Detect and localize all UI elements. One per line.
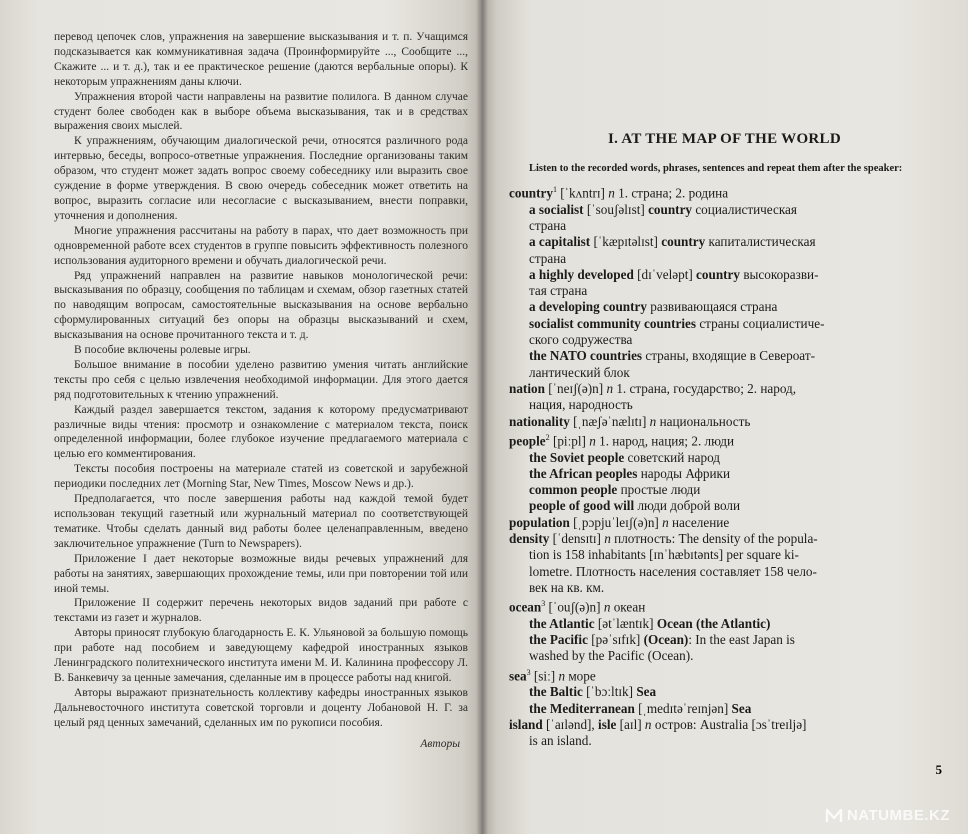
- vocab-text: the Atlantic: [529, 615, 595, 631]
- vocab-text: век на кв. км.: [529, 579, 605, 595]
- body-paragraph: Тексты пособия построены на материале статей из советской и зарубежной периодики последних лет (Morning Star, New Times, Moscow News и др.).: [54, 463, 468, 491]
- vocab-text: a developing country: [529, 299, 647, 315]
- vocab-subentry-line: [509, 332, 940, 348]
- vocab-text: [ˈneɪʃ(ə)n]: [544, 380, 607, 396]
- vocab-text: n: [558, 668, 566, 684]
- vocab-text: население: [668, 514, 730, 530]
- vocab-headword-line: [509, 717, 940, 733]
- vocab-headword-line: [509, 381, 940, 397]
- vocab-text: страны социалистиче-: [696, 315, 825, 331]
- vocab-text: the Pacific: [529, 632, 588, 648]
- vocab-text: island: [509, 717, 543, 733]
- body-paragraph: Предполагается, что после завершения работы над каждой темой будет использован текущий газетный или журнальный материал по соответствующей тематике. Чтобы сделать данный вид работы более целенаправленным, введено заключительное упражнение (Turn to Newspapers).: [54, 493, 468, 550]
- vocab-text: социалистическая: [692, 201, 797, 217]
- vocab-text: капиталистическая: [705, 234, 816, 250]
- vocab-text: a socialist: [529, 201, 584, 217]
- vocab-subentry-line: [509, 466, 940, 482]
- body-paragraph: перевод цепочек слов, упражнения на завершение высказывания и т. п. Учащимся подсказывается как коммуникативная задача (Проинформируйте ..., Сообщите ..., Скажите ... и т. д.), так и ее практическое решение (даются вербальные опоры). К некоторым упражнениям даны ключи.: [54, 31, 468, 88]
- vocab-subentry-line: [509, 547, 940, 563]
- vocab-text: 1: [552, 185, 557, 194]
- vocab-subentry-line: [509, 701, 940, 717]
- vocab-text: [ˈsouʃəlɪst]: [583, 201, 649, 217]
- vocab-text: country: [661, 234, 706, 250]
- vocab-text: population: [509, 514, 570, 530]
- vocab-text: [pəˈsɪfɪk]: [587, 632, 644, 648]
- vocab-headword-line: [509, 515, 940, 531]
- vocab-text: [piːpl]: [549, 433, 590, 449]
- vocab-text: [ˈouʃ(ə)n]: [545, 599, 604, 615]
- vocab-headword-line: [509, 182, 940, 202]
- vocab-subentry-line: [509, 348, 940, 364]
- vocab-subentry-line: [509, 299, 940, 315]
- vocab-text: 3: [541, 599, 546, 609]
- book-gutter: [476, 0, 488, 834]
- vocab-subentry-line: [509, 234, 940, 250]
- vocab-subentry-line: [509, 482, 940, 498]
- vocab-text: простые люди: [617, 482, 701, 498]
- left-page: [0, 0, 482, 834]
- vocab-text: национальность: [656, 413, 751, 429]
- vocab-subentry-line: [509, 498, 940, 514]
- vocab-text: нация, народность: [529, 397, 633, 413]
- body-paragraph: Приложение II содержит перечень некоторых видов заданий при работе с текстами из газет и журналов.: [54, 597, 468, 625]
- body-paragraph: Приложение I дает некоторые возможные виды речевых упражнений для работы на занятиях, завершающих прохождение темы, или при повторении той или иной темы.: [54, 552, 468, 595]
- vocab-text: socialist community countries: [529, 315, 697, 331]
- vocab-headword-line: [509, 430, 940, 450]
- vocab-text: Sea: [636, 684, 657, 700]
- vocab-text: is an island.: [529, 733, 592, 749]
- vocab-text: the African peoples: [529, 465, 638, 481]
- vocab-text: ocean: [509, 599, 542, 615]
- vocab-text: tion is 158 inhabitants [ɪnˈhæbɪtənts] per square ki-: [529, 547, 799, 563]
- vocab-text: n: [662, 514, 669, 530]
- vocab-text: the Soviet people: [529, 449, 625, 465]
- vocab-text: people of good will: [529, 498, 635, 514]
- vocab-text: плотность: The density of the popula-: [610, 531, 818, 547]
- vocab-text: n: [606, 380, 614, 396]
- vocab-text: [ˈkæpɪtəlɪst]: [590, 234, 662, 250]
- body-paragraph: Многие упражнения рассчитаны на работу в парах, что дает возможность при одновременной работе всех студентов в группе повысить эффективность полезного использования аудиторного времени и обучать диалогической речи.: [54, 224, 468, 267]
- vocab-text: океан: [610, 599, 646, 615]
- chapter-title: I. AT THE MAP OF THE WORLD: [608, 131, 841, 147]
- vocab-text: isle: [598, 717, 617, 733]
- vocab-text: nation: [509, 380, 545, 396]
- vocab-text: n: [589, 433, 596, 449]
- natumbe-logo-icon: [825, 808, 843, 824]
- vocab-subentry-line: [509, 564, 940, 580]
- vocab-text: country: [509, 185, 553, 201]
- vocabulary-list: [509, 182, 940, 750]
- watermark: [825, 807, 950, 824]
- vocab-text: n: [604, 531, 611, 547]
- vocab-text: 2: [545, 432, 550, 442]
- vocab-text: [dɪˈveləpt]: [633, 266, 697, 282]
- vocab-text: people: [509, 433, 546, 449]
- vocab-text: 1. народ, нация; 2. люди: [595, 433, 735, 449]
- vocab-headword-line: [509, 531, 940, 547]
- vocab-text: a capitalist: [529, 234, 591, 250]
- body-paragraph: Авторы приносят глубокую благодарность Е. К. Ульяновой за большую помощь при работе над пособием и заведующему кафедрой иностранных языков Ленинградского политехнического института имени М. И. Калинина профессору Л. В. Банкевичу за ценные замечания, сделанные им в процессе работы над книгой.: [54, 627, 468, 684]
- vocab-text: [ətˈlæntɪk]: [594, 615, 657, 631]
- vocab-subentry-line: [509, 648, 940, 664]
- body-paragraph: Каждый раздел завершается текстом, задания к которому предусматривают различные виды чтения: просмотр и ознакомление с материалом текста, поиск определенной информации, более глубокое изучение предлагаемого материала с целью его комментирования.: [54, 403, 468, 461]
- vocab-text: country: [648, 201, 693, 217]
- vocab-text: sea: [509, 668, 527, 684]
- vocab-text: [aɪl]: [616, 717, 645, 733]
- vocab-text: the Mediterranean: [529, 700, 635, 716]
- body-paragraph: Большое внимание в пособии уделено развитию умения читать английские тексты про себя с целью извлечения необходимой информации. Для этого дается ряд подготовительных к чтению упражнений.: [54, 358, 468, 401]
- vocab-text: [ˌmedɪtəˈreɪnjən]: [634, 700, 732, 716]
- vocab-headword-line: [509, 665, 940, 685]
- vocab-text: the NATO countries: [529, 348, 643, 364]
- vocab-text: [siː]: [530, 668, 559, 684]
- vocab-text: n: [603, 599, 611, 615]
- watermark-text: NATUMBE.KZ: [846, 807, 950, 824]
- body-paragraph: В пособие включены ролевые игры.: [74, 344, 251, 357]
- vocab-text: лантический блок: [529, 364, 630, 380]
- vocab-text: washed by the Pacific (Ocean).: [529, 648, 694, 664]
- vocab-subentry-line: [509, 283, 940, 299]
- vocab-text: ского содружества: [529, 332, 633, 348]
- vocab-text: lometre. Плотность населения составляет 158 чело-: [529, 563, 817, 579]
- vocab-text: (Ocean): [643, 632, 689, 648]
- vocab-subentry-line: [509, 450, 940, 466]
- body-paragraph: Ряд упражнений направлен на развитие навыков монологической речи: высказывания по образцу, сообщения по таблицам и схемам, обзор газетных статей по наводящим вопросам, самостоятельные высказывания на основе вербально сформулированных ситуаций без опоры на образцы высказываний и схем, высказывания на основе прочитанного текста и т. д.: [54, 269, 468, 342]
- vocab-subentry-line: [509, 316, 940, 332]
- vocab-text: : In the east Japan is: [688, 632, 795, 648]
- body-paragraph: Упражнения второй части направлены на развитие полилога. В данном случае студент более свободен как в выборе объема высказывания, так и в средствах выражения своих мыслей.: [54, 90, 468, 133]
- vocab-subentry-line: [509, 580, 940, 596]
- vocab-text: n: [608, 185, 615, 201]
- vocab-text: country: [696, 266, 741, 282]
- vocab-text: остров: Australia [ɔsˈtreɪljə]: [651, 717, 807, 733]
- vocab-text: n: [644, 717, 652, 733]
- vocab-text: страна: [529, 217, 567, 233]
- vocab-text: развивающаяся страна: [646, 299, 778, 315]
- vocab-text: Ocean (the Atlantic): [656, 615, 771, 631]
- vocab-headword-line: [509, 414, 940, 430]
- body-paragraph: Авторы выражают признательность коллективу кафедры иностранных языков Дальневосточного института советской торговли и доценту Лобановой Н. Г. за целый ряд ценных замечаний, сделанных им по рукописи пособия.: [54, 686, 468, 729]
- vocab-text: [ˈkʌntrɪ]: [556, 185, 609, 201]
- vocab-text: the Baltic: [529, 684, 583, 700]
- vocab-text: народы Африки: [637, 465, 731, 481]
- vocab-subentry-line: [509, 365, 940, 381]
- vocab-text: тая страна: [529, 283, 588, 299]
- vocab-text: Sea: [731, 700, 752, 716]
- vocab-text: common people: [529, 482, 618, 498]
- vocab-headword-line: [509, 596, 940, 616]
- vocab-text: море: [565, 668, 596, 684]
- vocab-subentry-line: [509, 267, 940, 283]
- vocab-text: [ˌnæʃəˈnælɪtɪ]: [569, 413, 650, 429]
- left-page-text: [54, 30, 468, 752]
- vocab-text: [ˌpɔpjuˈleɪʃ(ə)n]: [569, 514, 663, 530]
- vocab-text: 1. страна, государство; 2. народ,: [613, 380, 797, 396]
- vocab-text: [ˈaɪlənd],: [542, 717, 599, 733]
- vocab-text: 3: [526, 667, 531, 677]
- vocab-text: советский народ: [624, 449, 721, 465]
- right-page: [482, 0, 968, 834]
- vocab-text: n: [649, 413, 657, 429]
- vocab-subentry-line: [509, 251, 940, 267]
- vocab-text: страны, входящие в Североат-: [642, 348, 815, 364]
- vocab-text: nationality: [509, 413, 570, 429]
- vocab-text: [ˈdensɪtɪ]: [549, 531, 605, 547]
- vocab-text: высокоразви-: [740, 266, 819, 282]
- page-number: 5: [935, 762, 942, 777]
- body-paragraph: К упражнениям, обучающим диалогической речи, относятся различного рода интервью, беседы, вопросо-ответные упражнения. Последние организованы таким образом, что студент может задать вопрос своему собеседнику или выразить свое суждение в форме утверждения. В свою очередь собеседник может ответить на вопрос, выразить согласие или несогласие с высказыванием, внести поправки, уточнения и дополнения.: [54, 135, 468, 222]
- vocab-text: страна: [529, 250, 567, 266]
- authors-signature: Авторы: [420, 737, 460, 750]
- vocab-subentry-line: [509, 397, 940, 413]
- vocab-text: [ˈbɔːltɪk]: [582, 684, 637, 700]
- vocab-text: 1. страна; 2. родина: [614, 185, 729, 201]
- vocab-text: a highly developed: [529, 266, 634, 282]
- vocab-text: люди доброй воли: [634, 498, 741, 514]
- vocab-subentry-line: [509, 684, 940, 700]
- vocab-subentry-line: [509, 218, 940, 234]
- vocab-subentry-line: [509, 733, 940, 749]
- exercise-instruction: Listen to the recorded words, phrases, sentences and repeat them after the speaker:: [529, 163, 903, 174]
- vocab-subentry-line: [509, 632, 940, 648]
- vocab-subentry-line: [509, 202, 940, 218]
- vocab-subentry-line: [509, 616, 940, 632]
- vocab-text: density: [509, 531, 550, 547]
